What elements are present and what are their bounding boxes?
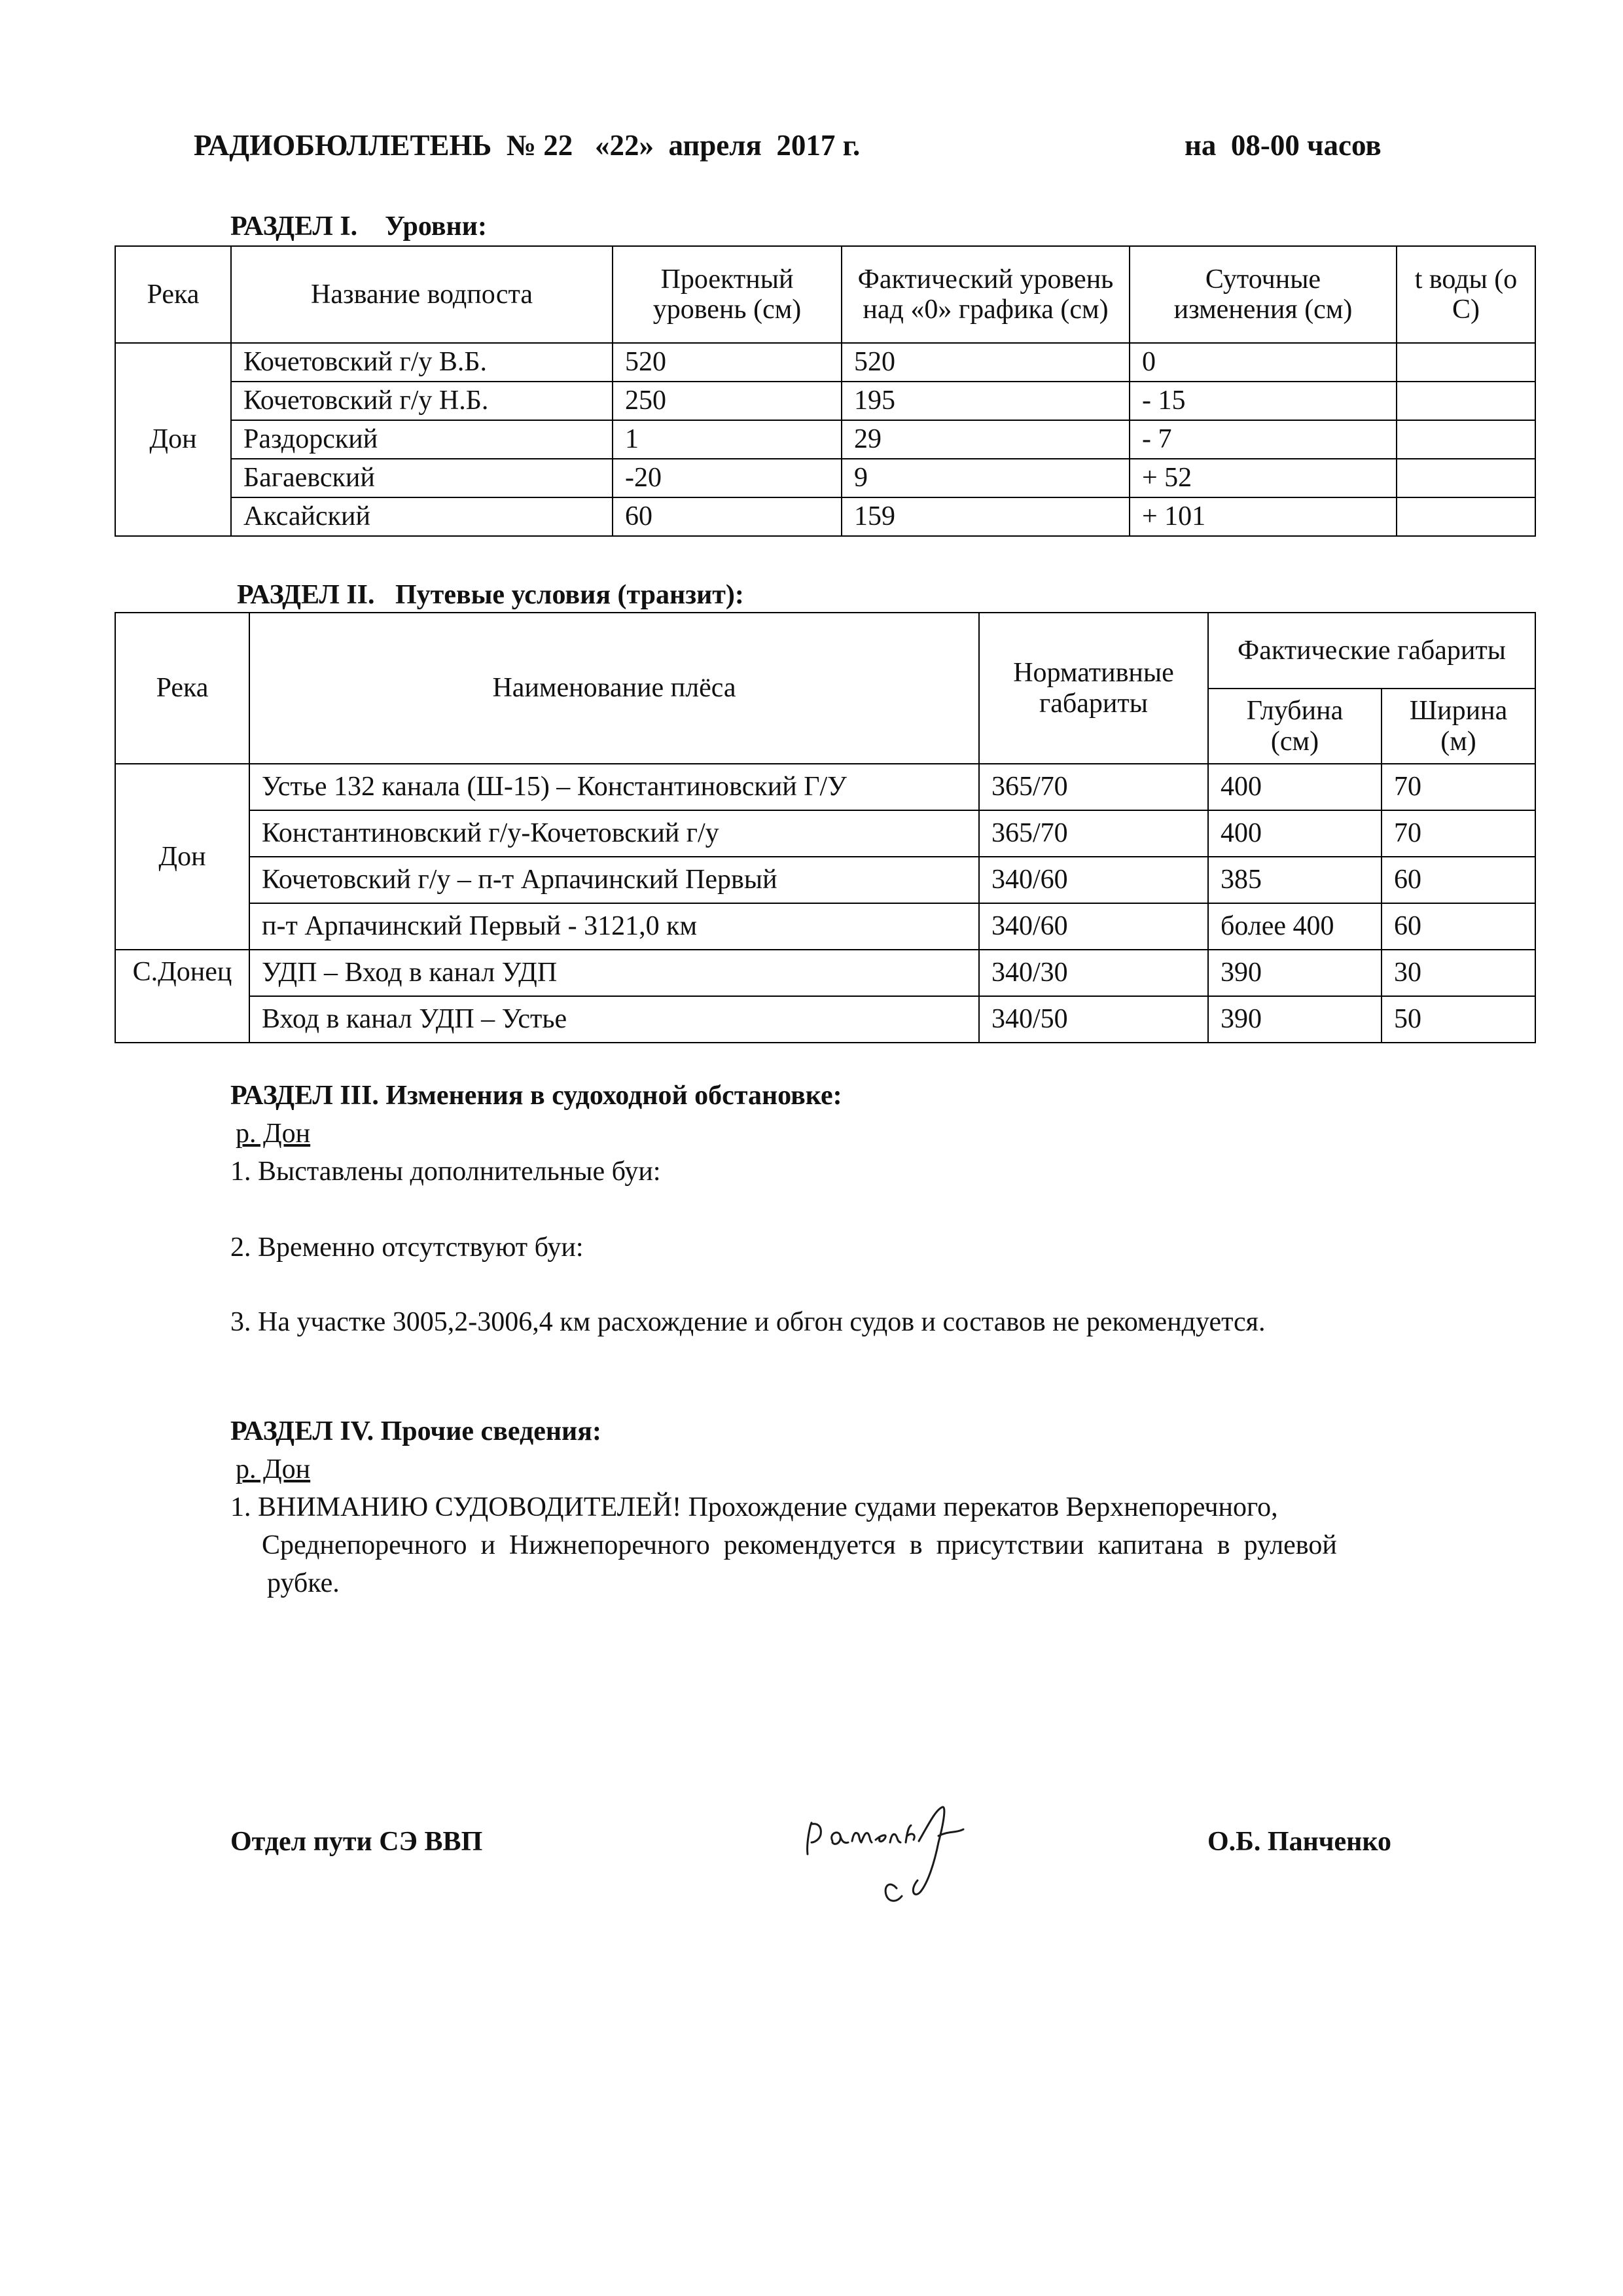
reach-cell: Константиновский г/у-Кочетовский г/у (249, 810, 979, 857)
bulletin-title: РАДИОБЮЛЛЕТЕНЬ № 22 «22» апреля 2017 г. (194, 129, 861, 162)
change-cell: 0 (1130, 343, 1397, 382)
width-cell: 30 (1382, 950, 1535, 996)
normative-cell: 340/30 (979, 950, 1208, 996)
change-cell: + 52 (1130, 459, 1397, 497)
col-river: Река (115, 246, 231, 343)
section4-line: 1. ВНИМАНИЮ СУДОВОДИТЕЛЕЙ! Прохождение судами перекатов Верхнепоречного, (230, 1492, 1278, 1522)
table-row (115, 857, 1535, 903)
col-station: Название водпоста (231, 246, 613, 343)
temp-cell (1397, 497, 1535, 536)
depth-cell: 390 (1208, 950, 1382, 996)
change-cell: - 7 (1130, 420, 1397, 459)
change-cell: - 15 (1130, 382, 1397, 420)
col-water-temp: t воды (о С) (1397, 246, 1535, 343)
table-row (115, 420, 1535, 459)
depth-cell: 400 (1208, 764, 1382, 810)
normative-cell: 340/60 (979, 857, 1208, 903)
section4-line: рубке. (267, 1568, 340, 1598)
design-cell: 250 (613, 382, 842, 420)
table-row (115, 903, 1535, 950)
station-cell: Багаевский (231, 459, 613, 497)
station-cell: Аксайский (231, 497, 613, 536)
temp-cell (1397, 420, 1535, 459)
station-cell: Раздорский (231, 420, 613, 459)
actual-cell: 195 (842, 382, 1130, 420)
section1-heading: РАЗДЕЛ I. Уровни: (230, 211, 487, 242)
col-daily-change: Суточные изменения (см) (1130, 246, 1397, 343)
section4-river: р. Дон (236, 1454, 311, 1484)
actual-cell: 29 (842, 420, 1130, 459)
width-cell: 70 (1382, 810, 1535, 857)
col-actual-level: Фактический уровень над «0» графика (см) (842, 246, 1130, 343)
reach-cell: Кочетовский г/у – п-т Арпачинский Первый (249, 857, 979, 903)
temp-cell (1397, 343, 1535, 382)
normative-cell: 340/50 (979, 996, 1208, 1043)
reach-cell: Устье 132 канала (Ш-15) – Константиновский Г/У (249, 764, 979, 810)
width-cell: 60 (1382, 903, 1535, 950)
col-design-level: Проектный уровень (см) (613, 246, 842, 343)
section3-item: 2. Временно отсутствуют буи: (230, 1232, 584, 1263)
table-row (115, 382, 1535, 420)
table-row (115, 996, 1535, 1043)
handwritten-signature (798, 1797, 1073, 1928)
bulletin-time: на 08-00 часов (1185, 129, 1382, 162)
design-cell: -20 (613, 459, 842, 497)
col-depth: Глубина (см) (1208, 689, 1382, 764)
table-row (115, 950, 1535, 996)
depth-cell: 385 (1208, 857, 1382, 903)
table-row (115, 810, 1535, 857)
river-cell: Дон (115, 764, 249, 950)
reach-cell: УДП – Вход в канал УДП (249, 950, 979, 996)
transit-header-row (115, 613, 1535, 689)
width-cell: 70 (1382, 764, 1535, 810)
col-normative: Нормативные габариты (979, 613, 1208, 764)
design-cell: 1 (613, 420, 842, 459)
design-cell: 520 (613, 343, 842, 382)
section4-heading: РАЗДЕЛ IV. Прочие сведения: (230, 1416, 601, 1446)
department-label: Отдел пути СЭ ВВП (230, 1827, 483, 1857)
river-cell: Дон (115, 343, 231, 536)
levels-table (115, 245, 1536, 537)
temp-cell (1397, 382, 1535, 420)
section3-item: 1. Выставлены дополнительные буи: (230, 1157, 661, 1187)
station-cell: Кочетовский г/у В.Б. (231, 343, 613, 382)
actual-cell: 9 (842, 459, 1130, 497)
actual-cell: 520 (842, 343, 1130, 382)
depth-cell: более 400 (1208, 903, 1382, 950)
temp-cell (1397, 459, 1535, 497)
section3-river: р. Дон (236, 1119, 311, 1149)
table-row (115, 459, 1535, 497)
section3-item: 3. На участке 3005,2-3006,4 км расхождение и обгон судов и составов не рекомендуется. (230, 1307, 1266, 1337)
station-cell: Кочетовский г/у Н.Б. (231, 382, 613, 420)
depth-cell: 400 (1208, 810, 1382, 857)
col-river: Река (115, 613, 249, 764)
normative-cell: 365/70 (979, 764, 1208, 810)
actual-cell: 159 (842, 497, 1130, 536)
width-cell: 60 (1382, 857, 1535, 903)
transit-table (115, 612, 1536, 1043)
section3-heading: РАЗДЕЛ III. Изменения в судоходной обстановке: (230, 1081, 842, 1111)
section2-heading: РАЗДЕЛ II. Путевые условия (транзит): (237, 580, 744, 610)
table-row (115, 764, 1535, 810)
depth-cell: 390 (1208, 996, 1382, 1043)
col-actual-group: Фактические габариты (1208, 613, 1535, 689)
change-cell: + 101 (1130, 497, 1397, 536)
width-cell: 50 (1382, 996, 1535, 1043)
design-cell: 60 (613, 497, 842, 536)
levels-header-row (115, 246, 1535, 343)
river-cell: С.Донец (115, 950, 249, 1043)
normative-cell: 340/60 (979, 903, 1208, 950)
normative-cell: 365/70 (979, 810, 1208, 857)
table-row (115, 497, 1535, 536)
table-row (115, 343, 1535, 382)
col-reach: Наименование плёса (249, 613, 979, 764)
signer-name: О.Б. Панченко (1207, 1827, 1391, 1857)
section4-line: Среднепоречного и Нижнепоречного рекомендуется в присутствии капитана в рулевой (262, 1530, 1337, 1560)
reach-cell: п-т Арпачинский Первый - 3121,0 км (249, 903, 979, 950)
col-width: Ширина (м) (1382, 689, 1535, 764)
reach-cell: Вход в канал УДП – Устье (249, 996, 979, 1043)
